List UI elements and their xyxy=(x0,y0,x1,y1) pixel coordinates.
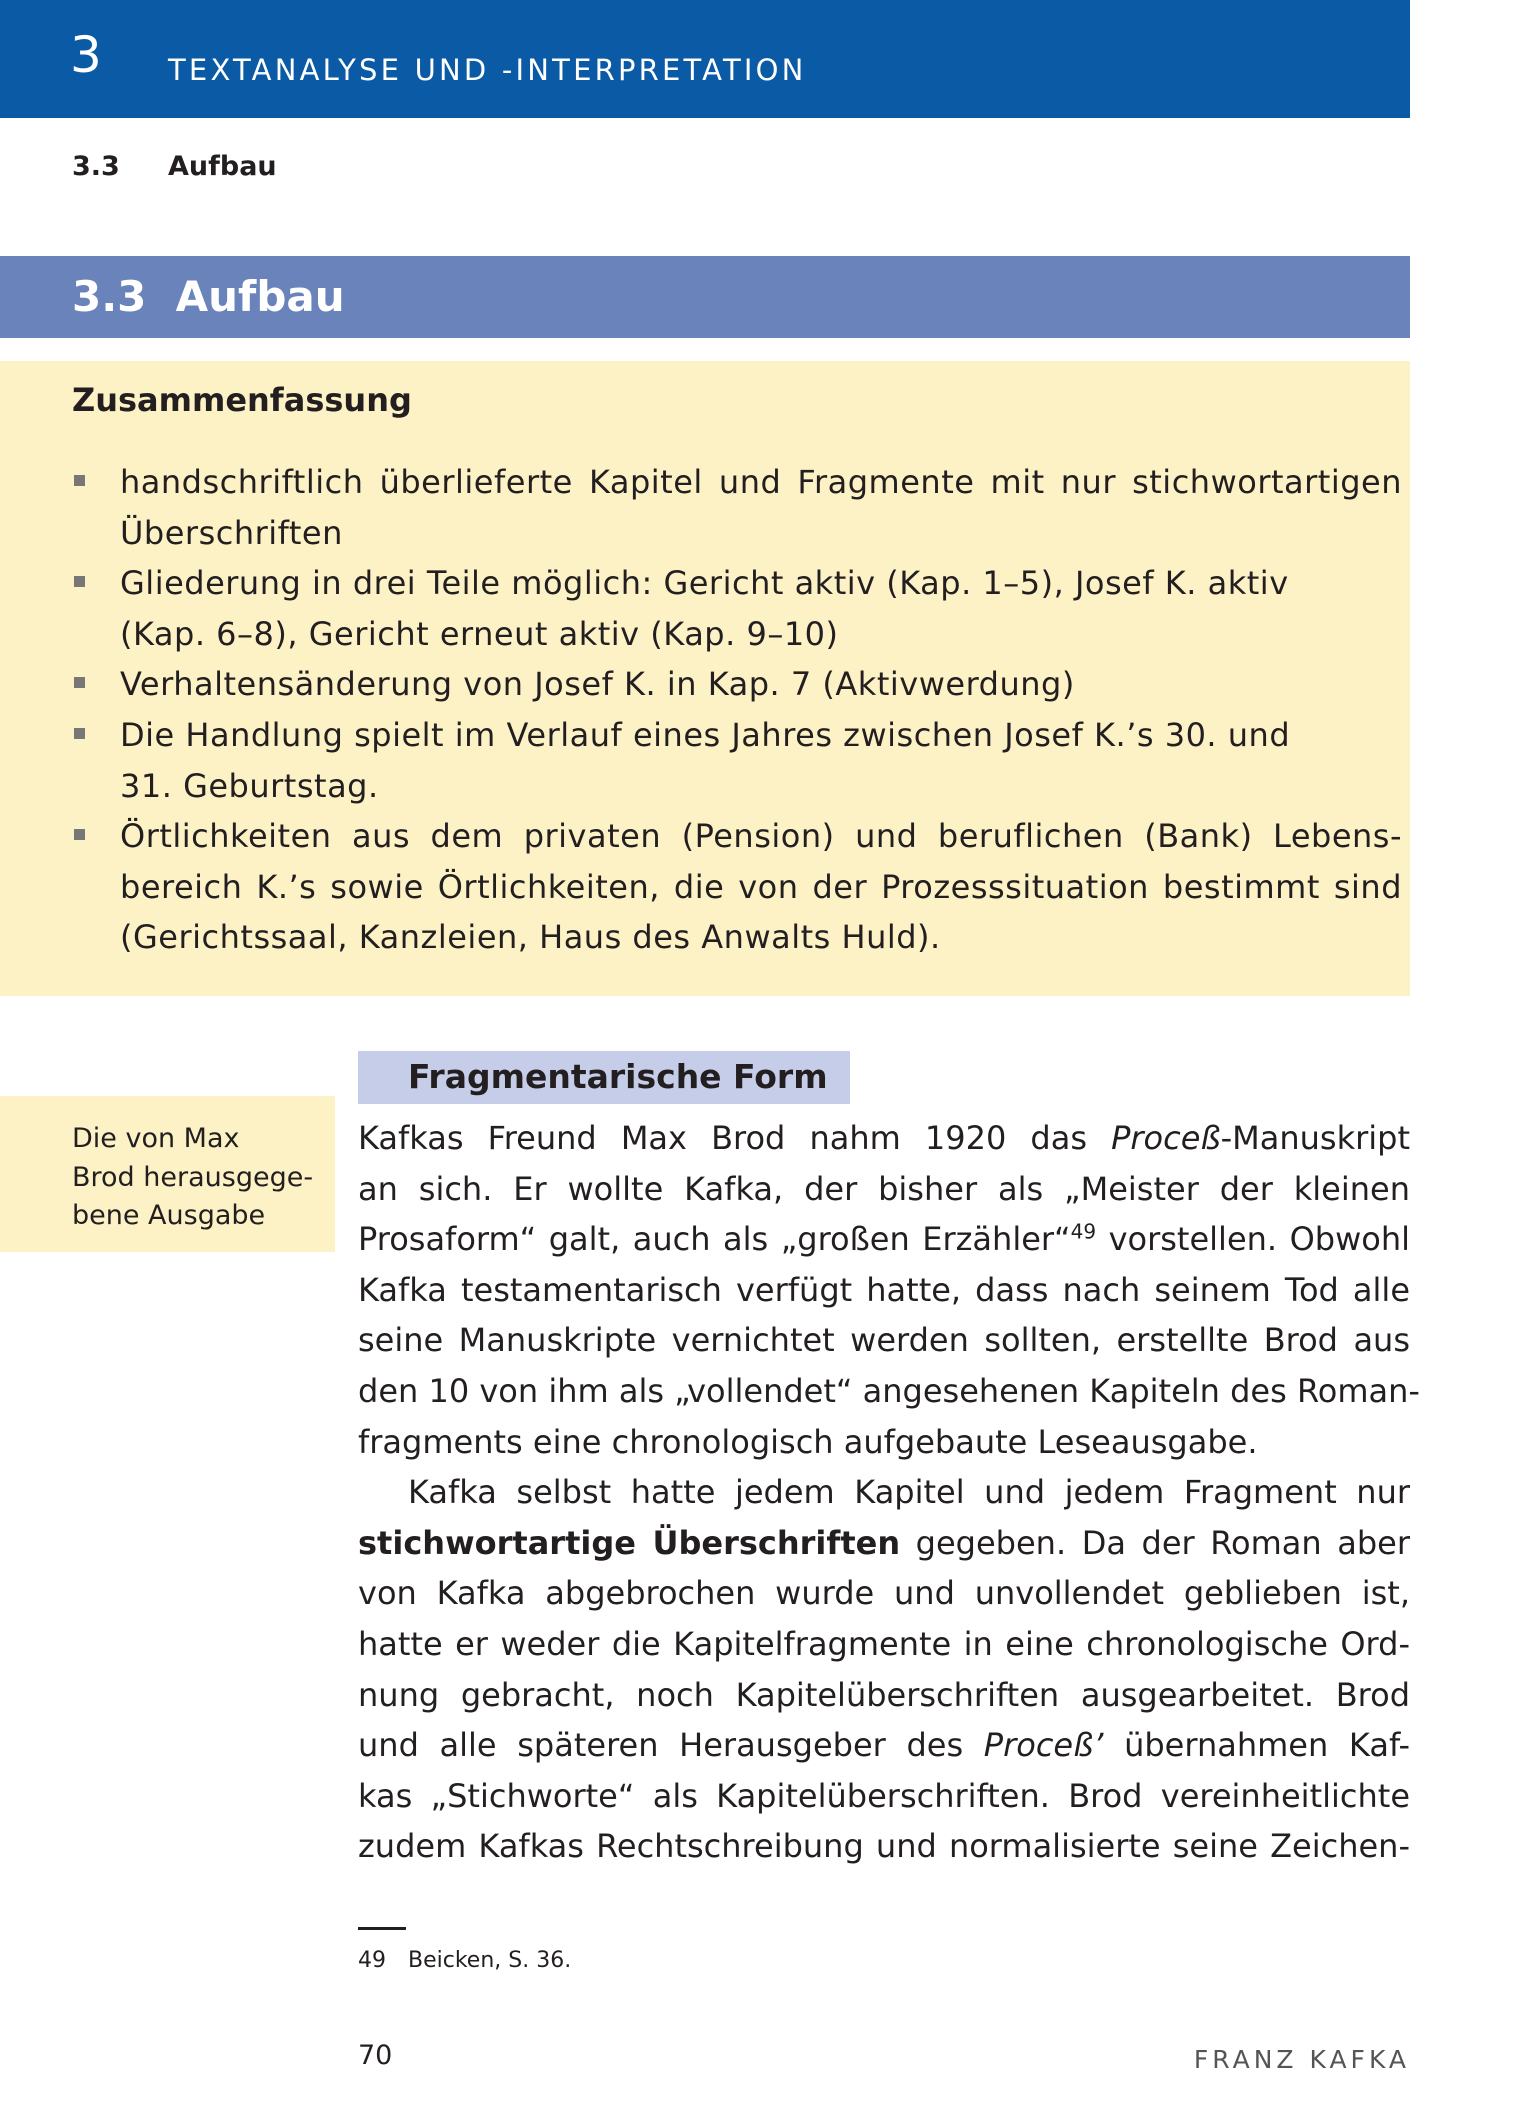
book-title-italic: Proceß xyxy=(1111,1119,1221,1157)
running-section-number: 3.3 xyxy=(72,151,120,182)
summary-line: Überschriften xyxy=(120,513,343,552)
body-line: zudem Kafkas Rechtschreibung und normalisierte seine Zeichen- xyxy=(358,1827,1410,1866)
body-line: an sich. Er wollte Kafka, der bisher als „Meister der kleinen xyxy=(358,1169,1410,1208)
summary-item xyxy=(72,710,1402,811)
body-line: Prosaform“ galt, auch als „großen Erzähler“$^{49}$ vorstellen. Obwohl xyxy=(358,1219,1410,1259)
summary-line: 31. Geburtstag. xyxy=(120,766,379,805)
footnote-text: Beicken, S. 36. xyxy=(408,1948,572,1973)
body-line: und alle späteren Herausgeber des Proceß’ übernahmen Kaf- xyxy=(358,1726,1411,1765)
body-line: Kafkas Freund Max Brod nahm 1920 das Proceß-Manuskript xyxy=(358,1119,1410,1157)
summary-item xyxy=(72,457,1402,558)
body-line: Kafka testamentarisch verfügt hatte, dass nach seinem Tod alle xyxy=(358,1270,1410,1309)
book-title-italic: Proceß’ xyxy=(983,1726,1104,1765)
paragraph xyxy=(358,1113,1420,1467)
summary-line: (Kap. 6–8), Gericht erneut aktiv (Kap. 9–10) xyxy=(120,614,839,653)
margin-note-line: Brod herausgege- xyxy=(72,1161,314,1193)
summary-line: Verhaltensänderung von Josef K. in Kap. 7 (Aktivwerdung) xyxy=(120,665,1075,704)
footnote-number: 49 xyxy=(358,1948,386,1973)
body-line: stichwortartige Überschriften gegeben. Da der Roman aber xyxy=(358,1523,1411,1562)
summary-line: handschriftlich überlieferte Kapitel und Fragmente mit nur stichwortartigen xyxy=(120,463,1402,501)
summary-item xyxy=(72,558,1402,659)
summary-line: (Gerichtssaal, Kanzleien, Haus des Anwalts Huld). xyxy=(120,918,941,957)
footnote-reference[interactable]: 49 xyxy=(1070,1219,1097,1244)
summary-line: Gliederung in drei Teile möglich: Gericht aktiv (Kap. 1–5), Josef K. aktiv xyxy=(120,564,1289,603)
bullet-square-icon xyxy=(74,829,85,840)
bullet-square-icon xyxy=(74,677,85,688)
summary-item xyxy=(72,811,1402,963)
body-line: den 10 von ihm als „vollendet“ angesehenen Kapiteln des Roman- xyxy=(358,1371,1420,1410)
emphasis-bold: stichwortartige Überschriften xyxy=(358,1523,901,1562)
summary-line: Die Handlung spielt im Verlauf eines Jahres zwischen Josef K.’s 30. und xyxy=(120,715,1291,754)
bullet-square-icon xyxy=(74,728,85,739)
page-number: 70 xyxy=(358,2040,393,2071)
margin-note xyxy=(72,1120,327,1236)
body-line: kas „Stichworte“ als Kapitelüberschriften. Brod vereinheitlichte xyxy=(358,1776,1410,1815)
body-text xyxy=(358,1113,1420,1872)
chapter-number: 3 xyxy=(70,26,102,84)
summary-list xyxy=(72,457,1402,963)
section-title: 3.3 Aufbau xyxy=(72,272,345,321)
footnote xyxy=(358,1948,571,1974)
margin-note-line: bene Ausgabe xyxy=(72,1200,266,1231)
bullet-square-icon xyxy=(74,475,85,486)
summary-title: Zusammenfassung xyxy=(72,381,412,419)
body-line: fragments eine chronologisch aufgebaute Leseausgabe. xyxy=(358,1422,1258,1461)
body-line: hatte er weder die Kapitelfragmente in eine chronologische Ord- xyxy=(358,1624,1410,1663)
summary-line: bereich K.’s sowie Örtlichkeiten, die von der Prozesssituation bestimmt sind xyxy=(120,867,1402,906)
margin-note-line: Die von Max xyxy=(72,1123,240,1154)
footnote-rule xyxy=(358,1927,406,1930)
body-line: nung gebracht, noch Kapitelüberschriften ausgearbeitet. Brod xyxy=(358,1675,1410,1714)
running-section-title: Aufbau xyxy=(168,151,277,182)
subheading: Fragmentarische Form xyxy=(408,1057,828,1096)
body-line: Kafka selbst hatte jedem Kapitel und jedem Fragment nur xyxy=(408,1473,1410,1512)
summary-line: Örtlichkeiten aus dem privaten (Pension) und beruflichen (Bank) Lebens- xyxy=(120,817,1402,856)
body-line: von Kafka abgebrochen wurde und unvollendet geblieben ist, xyxy=(358,1574,1410,1613)
chapter-title: TEXTANALYSE UND -INTERPRETATION xyxy=(168,53,807,87)
bullet-square-icon xyxy=(74,576,85,587)
paragraph xyxy=(358,1467,1410,1872)
summary-item xyxy=(72,659,1402,710)
running-footer-title: FRANZ KAFKA xyxy=(1193,2045,1410,2074)
body-line: seine Manuskripte vernichtet werden sollten, erstellte Brod aus xyxy=(358,1321,1410,1360)
